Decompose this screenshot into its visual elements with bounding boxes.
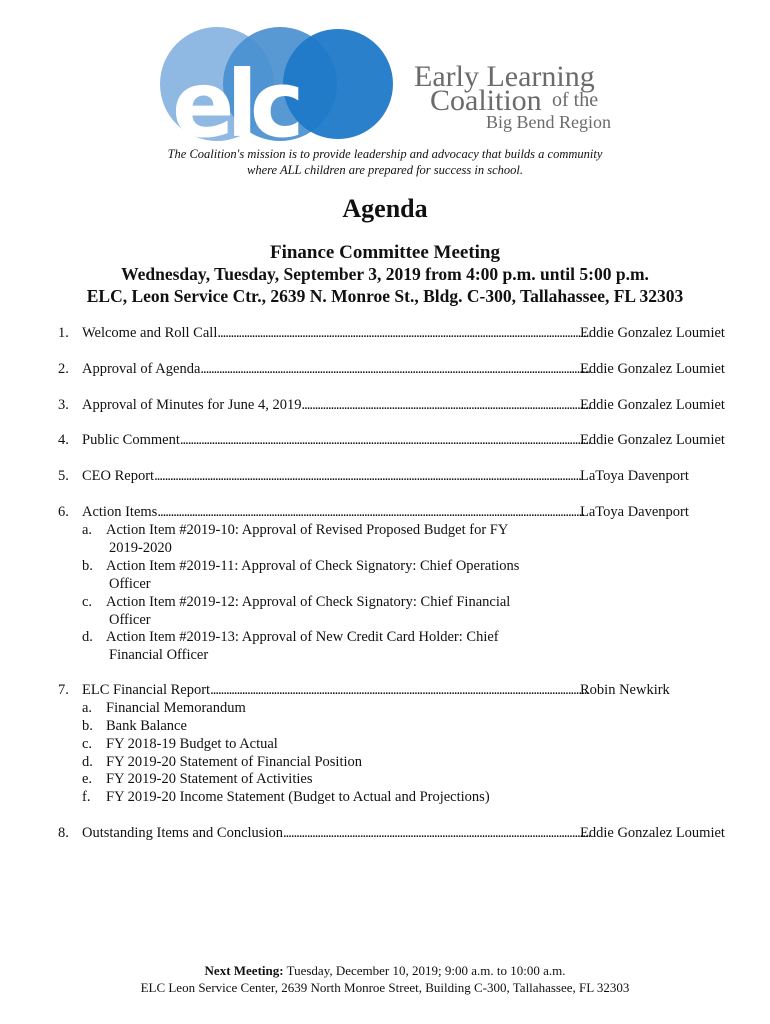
item-title: Approval of Agenda [82,361,201,377]
item-title: Outstanding Items and Conclusion [82,825,283,841]
item-presenter: Eddie Gonzalez Loumiet [580,825,725,841]
item-number: 3. [58,397,69,413]
meeting-date-time: Wednesday, Tuesday, September 3, 2019 from 4:00 p.m. until 5:00 p.m. [121,264,649,284]
sub-item-letter: a. [82,522,93,538]
sub-item-letter: d. [82,629,93,645]
sub-item-text: FY 2019-20 Income Statement (Budget to Actual and Projections) [106,789,490,805]
item-title: Action Items [82,504,158,520]
sub-item-text: FY 2019-20 Statement of Activities [106,771,313,787]
agenda-item [58,503,738,521]
agenda-item [58,431,738,449]
meeting-location: ELC, Leon Service Ctr., 2639 N. Monroe St., Bldg. C-300, Tallahassee, FL 32303 [86,286,684,306]
sub-item-text-continued: 2019-2020 [109,540,172,556]
item-number: 6. [58,504,69,520]
item-presenter: Eddie Gonzalez Loumiet [580,432,725,448]
item-presenter: Eddie Gonzalez Loumiet [580,325,725,341]
agenda-item [58,681,738,699]
item-title: ELC Financial Report [82,682,211,698]
item-number: 7. [58,682,69,698]
agenda-item [58,324,738,342]
svg-text:Coalition: Coalition [430,84,542,117]
item-number: 5. [58,468,69,484]
sub-item-letter: e. [82,771,93,787]
sub-item-text: Financial Memorandum [106,700,246,716]
agenda-item [58,360,738,378]
sub-item-text: Action Item #2019-12: Approval of Check Signatory: Chief Financial [106,594,511,610]
sub-item-text: FY 2019-20 Statement of Financial Position [106,754,363,770]
sub-item-letter: b. [82,558,93,574]
next-meeting-address: ELC Leon Service Center, 2639 North Monroe Street, Building C-300, Tallahassee, FL 32303 [140,980,630,995]
agenda-item [58,824,738,842]
item-presenter: LaToya Davenport [580,468,689,484]
sub-item-letter: c. [82,594,93,610]
sub-item-text-continued: Officer [109,576,151,592]
agenda-title: Agenda [342,194,428,223]
mission-statement [100,146,670,178]
svg-text:Early Learning: Early Learning [414,60,595,93]
agenda-item [58,467,738,485]
item-number: 8. [58,825,69,841]
svg-text:Big Bend Region: Big Bend Region [486,112,611,132]
item-title: Approval of Minutes for June 4, 2019 [82,397,302,413]
footer [0,962,770,996]
item-presenter: Robin Newkirk [580,682,670,698]
mission-line-2: where ALL children are prepared for success in school. [246,163,524,177]
item-title: Public Comment [82,432,180,448]
sub-item-text-continued: Officer [109,612,151,628]
sub-item-text-continued: Financial Officer [109,647,209,663]
sub-item-text: Action Item #2019-10: Approval of Revised Proposed Budget for FY [106,522,509,538]
svg-text:elc: elc [172,51,297,144]
item-number: 2. [58,361,69,377]
next-meeting-value: Tuesday, December 10, 2019; 9:00 a.m. to 10:00 a.m. [283,963,566,978]
meeting-name: Finance Committee Meeting [269,242,501,263]
item-title: Welcome and Roll Call [82,325,218,341]
next-meeting-label: Next Meeting: [204,963,284,978]
sub-item-letter: b. [82,718,93,734]
agenda-item [58,396,738,414]
item-number: 4. [58,432,69,448]
elc-logo [160,26,620,144]
mission-line-1: The Coalition's mission is to provide leadership and advocacy that builds a community [167,147,603,161]
sub-item-text: Action Item #2019-13: Approval of New Credit Card Holder: Chief [106,629,499,645]
sub-item-letter: a. [82,700,93,716]
sub-item-text: FY 2018-19 Budget to Actual [106,736,278,752]
sub-item-letter: c. [82,736,93,752]
sub-item-text: Action Item #2019-11: Approval of Check Signatory: Chief Operations [106,558,520,574]
sub-item-letter: d. [82,754,93,770]
sub-item-letter: f. [82,789,91,805]
svg-text:of the: of the [552,89,599,111]
item-presenter: Eddie Gonzalez Loumiet [580,397,725,413]
item-presenter: LaToya Davenport [580,504,689,520]
item-presenter: Eddie Gonzalez Loumiet [580,361,725,377]
item-number: 1. [58,325,69,341]
item-title: CEO Report [82,468,155,484]
sub-item-text: Bank Balance [106,718,187,734]
